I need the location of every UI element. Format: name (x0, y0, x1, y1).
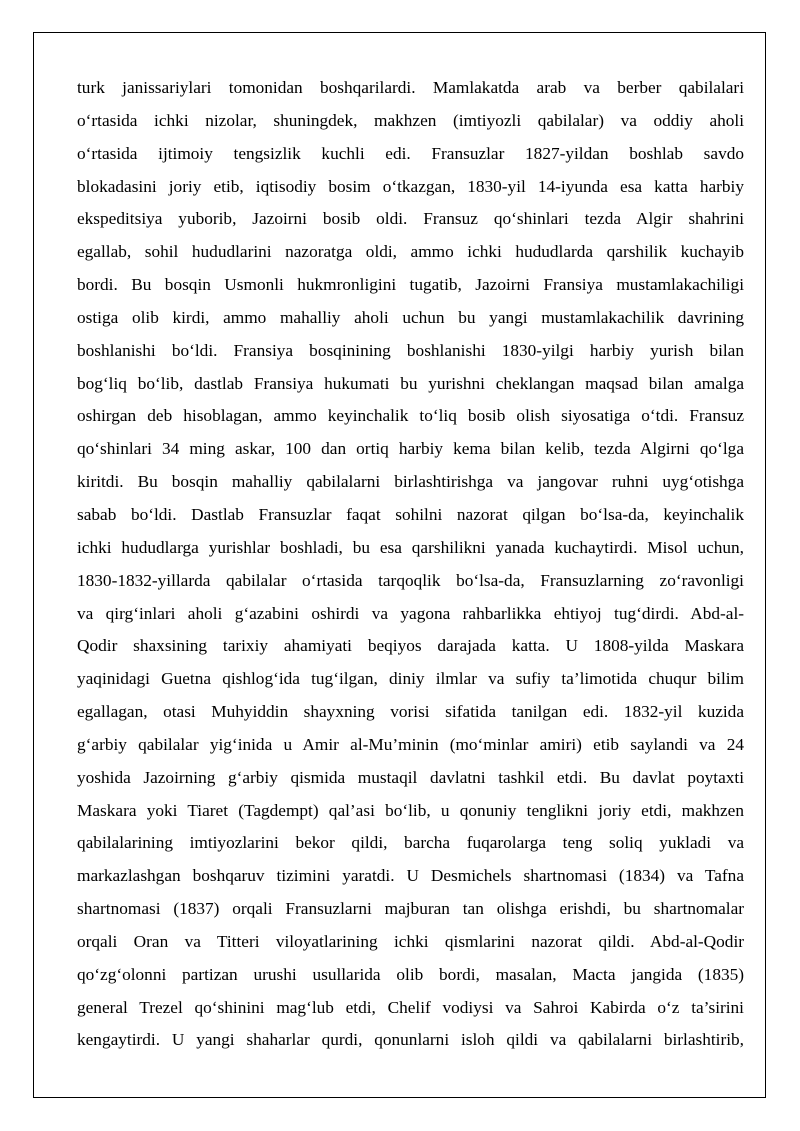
text-line: yaqinidagi Guetna qishlog‘ida tug‘ilgan, diniy ilmlar va sufiy ta’limotida chuqur bilim (77, 669, 744, 689)
text-line: bog‘liq bo‘lib, dastlab Fransiya hukumati bu yurishni cheklangan maqsad bilan amalga (77, 373, 744, 393)
text-line: boshlanishi bo‘ldi. Fransiya bosqinining boshlanishi 1830-yilgi harbiy yurish bilan (77, 340, 744, 360)
text-line: kiritdi. Bu bosqin mahalliy qabilalarni birlashtirishga va jangovar ruhni uyg‘otishga (77, 472, 744, 492)
text-line: general Trezel qo‘shinini mag‘lub etdi, Chelif vodiysi va Sahroi Kabirda o‘z ta’sirini (77, 997, 744, 1017)
text-line: qo‘shinlari 34 ming askar, 100 dan ortiq harbiy kema bilan kelib, tezda Algirni qo‘lga (77, 439, 744, 459)
text-line: markazlashgan boshqaruv tizimini yaratdi. U Desmichels shartnomasi (1834) va Tafna (77, 866, 744, 886)
text-line: o‘rtasida ijtimoiy tengsizlik kuchli edi. Fransuzlar 1827-yildan boshlab savdo (77, 143, 744, 163)
text-line: orqali Oran va Titteri viloyatlarining ichki qismlarini nazorat qildi. Abd-al-Qodir (77, 931, 744, 951)
text-line: qabilalarining imtiyozlarini bekor qildi, barcha fuqarolarga teng soliq yukladi va (77, 833, 744, 853)
text-line: turk janissariylari tomonidan boshqarilardi. Mamlakatda arab va berber qabilalari (77, 78, 744, 97)
text-line: kengaytirdi. U yangi shaharlar qurdi, qonunlarni isloh qildi va qabilalarni birlashtirib, (77, 1030, 744, 1050)
text-line: bordi. Bu bosqin Usmonli hukmronligini tugatib, Jazoirni Fransiya mustamlakachiligi (77, 275, 744, 295)
text-line: egallab, sohil hududlarini nazoratga oldi, ammo ichki hududlarda qarshilik kuchayib (77, 242, 744, 262)
text-line: Maskara yoki Tiaret (Tagdempt) qal’asi bo‘lib, u qonuniy tenglikni joriy etdi, makhzen (77, 800, 744, 820)
text-line: blokadasini joriy etib, iqtisodiy bosim o‘tkazgan, 1830-yil 14-iyunda esa katta harbiy (77, 176, 744, 196)
text-line: o‘rtasida ichki nizolar, shuningdek, makhzen (imtiyozli qabilalar) va oddiy aholi (77, 110, 744, 130)
text-line: egallagan, otasi Muhyiddin shayxning vorisi sifatida tanilgan edi. 1832-yil kuzida (77, 702, 744, 722)
text-line: qo‘zg‘olonni partizan urushi usullarida olib bordi, masalan, Macta jangida (1835) (77, 964, 744, 984)
text-line: va qirg‘inlari aholi g‘azabini oshirdi va yagona rahbarlikka ehtiyoj tug‘dirdi. Abd-al- (77, 603, 744, 623)
text-line: ichki hududlarga yurishlar boshladi, bu esa qarshilikni yanada kuchaytirdi. Misol uchun, (77, 537, 744, 557)
text-line: 1830-1832-yillarda qabilalar o‘rtasida tarqoqlik bo‘lsa-da, Fransuzlarning zo‘ravonligi (77, 570, 744, 590)
text-line: oshirgan deb hisoblagan, ammo keyinchalik to‘liq bosib olish siyosatiga o‘tdi. Fransuz (77, 406, 744, 426)
text-line: g‘arbiy qabilalar yig‘inida u Amir al-Mu’minin (mo‘minlar amiri) etib saylandi va 24 (77, 734, 744, 754)
text-line: Qodir shaxsining tarixiy ahamiyati beqiyos darajada katta. U 1808-yilda Maskara (77, 636, 744, 656)
text-line: ostiga olib kirdi, ammo mahalliy aholi uchun bu yangi mustamlakachilik davrining (77, 307, 744, 327)
body-paragraph (77, 72, 744, 1057)
text-line: sabab bo‘ldi. Dastlab Fransuzlar faqat sohilni nazorat qilgan bo‘lsa-da, keyinchalik (77, 504, 744, 524)
text-line: ekspeditsiya yuborib, Jazoirni bosib oldi. Fransuz qo‘shinlari tezda Algir shahrini (77, 209, 744, 229)
text-line: shartnomasi (1837) orqali Fransuzlarni majburan tan olishga erishdi, bu shartnomalar (77, 899, 744, 919)
text-line: yoshida Jazoirning g‘arbiy qismida mustaqil davlatni tashkil etdi. Bu davlat poytaxti (77, 767, 744, 787)
